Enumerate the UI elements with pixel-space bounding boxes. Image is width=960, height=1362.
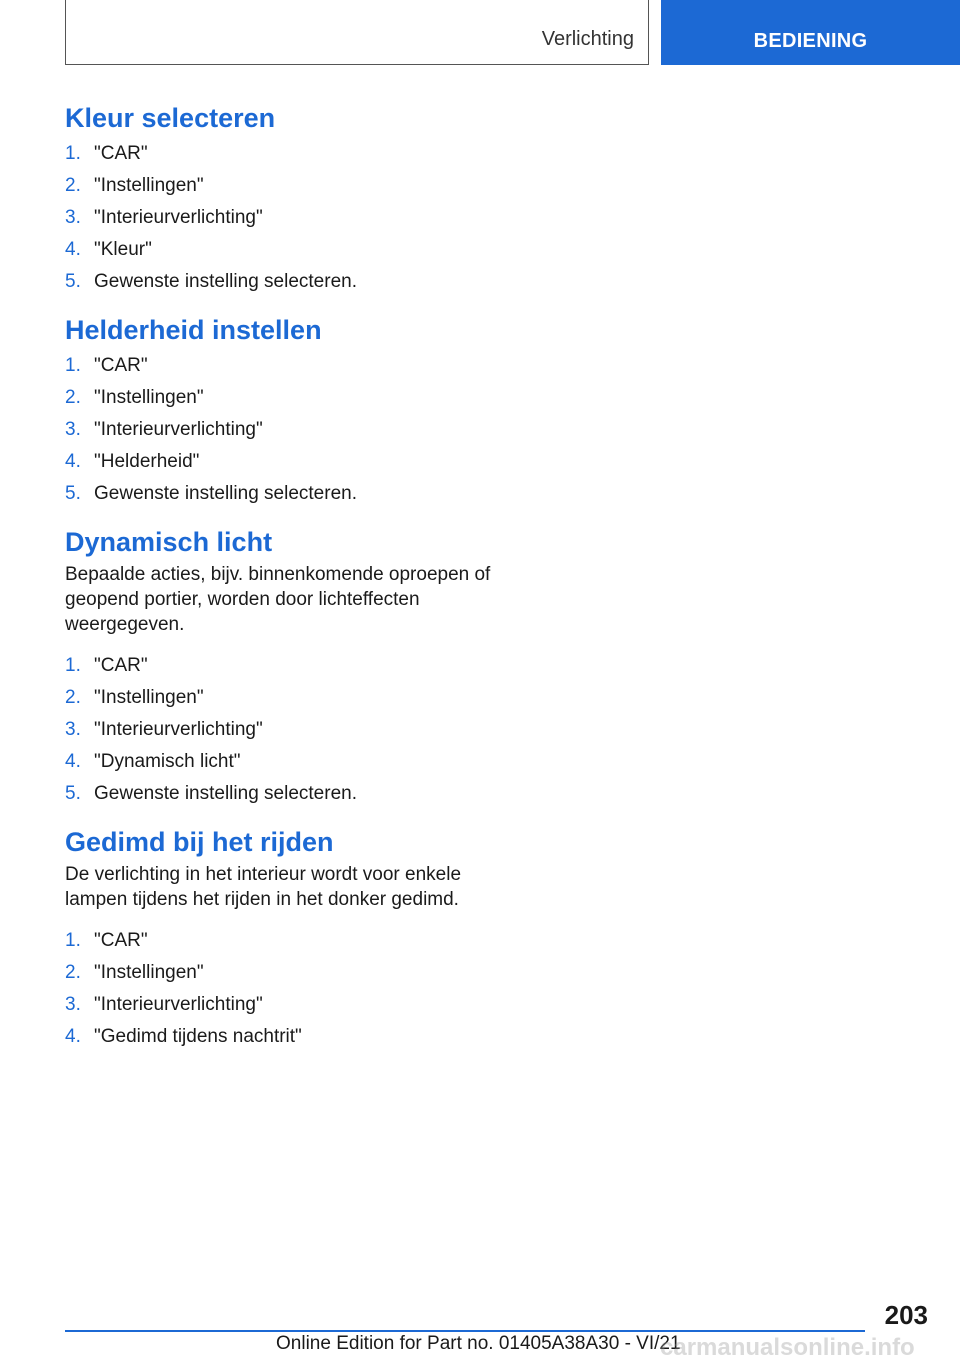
step-text: "Instellingen" (94, 387, 204, 408)
step-list (65, 925, 495, 1053)
step-item (65, 202, 495, 234)
step-item (65, 957, 495, 989)
footer-edition-text: Online Edition for Part no. 01405A38A30 - VI/21 (276, 1333, 681, 1354)
step-number: 5. (65, 271, 81, 292)
step-number: 3. (65, 207, 81, 228)
step-item (65, 266, 495, 298)
section-kleur-selecteren (65, 98, 495, 298)
step-text: "Instellingen" (94, 962, 204, 983)
section-heading: Kleur selecteren (65, 103, 276, 133)
step-text: "Helderheid" (94, 451, 200, 472)
step-text: "Instellingen" (94, 687, 204, 708)
section-description: De verlichting in het interieur wordt voor enkele lampen tijdens het rijden in het donker gedimd. (65, 864, 462, 910)
step-item (65, 350, 495, 382)
section-heading: Helderheid instellen (65, 315, 322, 345)
watermark: carmanualsonline.info (660, 1334, 915, 1361)
step-item (65, 138, 495, 170)
section-heading: Gedimd bij het rijden (65, 827, 334, 857)
step-number: 2. (65, 962, 81, 983)
step-number: 4. (65, 451, 81, 472)
step-number: 4. (65, 239, 81, 260)
step-text: Gewenste instelling selecteren. (94, 483, 357, 504)
step-text: "Instellingen" (94, 175, 204, 196)
step-item (65, 1021, 495, 1053)
chapter-tab-label: BEDIENING (753, 30, 868, 52)
step-item (65, 746, 495, 778)
header-section-box (65, 0, 649, 65)
step-text: "CAR" (94, 355, 148, 376)
footer-divider (65, 1330, 865, 1332)
main-content (65, 98, 495, 1065)
step-number: 1. (65, 655, 81, 676)
step-text: "Interieurverlichting" (94, 419, 263, 440)
step-text: "CAR" (94, 930, 148, 951)
step-text: "Interieurverlichting" (94, 719, 263, 740)
step-item (65, 234, 495, 266)
step-text: "Dynamisch licht" (94, 751, 241, 772)
step-number: 1. (65, 355, 81, 376)
step-text: "Kleur" (94, 239, 152, 260)
header-section-title: Verlichting (541, 28, 634, 50)
section-helderheid-instellen (65, 310, 495, 510)
step-item (65, 478, 495, 510)
step-text: "CAR" (94, 143, 148, 164)
step-text: "Interieurverlichting" (94, 207, 263, 228)
step-number: 4. (65, 751, 81, 772)
step-text: Gewenste instelling selecteren. (94, 783, 357, 804)
section-heading: Dynamisch licht (65, 527, 273, 557)
chapter-tab (661, 0, 960, 65)
step-number: 5. (65, 783, 81, 804)
page-number: 203 (884, 1300, 928, 1330)
section-dynamisch-licht (65, 522, 495, 810)
step-list (65, 138, 495, 298)
step-number: 3. (65, 719, 81, 740)
step-text: "Gedimd tijdens nachtrit" (94, 1026, 302, 1047)
step-item (65, 382, 495, 414)
step-number: 3. (65, 994, 81, 1015)
step-item (65, 925, 495, 957)
step-item (65, 714, 495, 746)
step-text: Gewenste instelling selecteren. (94, 271, 357, 292)
step-text: "Interieurverlichting" (94, 994, 263, 1015)
step-number: 2. (65, 387, 81, 408)
step-number: 3. (65, 419, 81, 440)
step-item (65, 414, 495, 446)
step-number: 1. (65, 143, 81, 164)
step-number: 2. (65, 175, 81, 196)
step-item (65, 650, 495, 682)
step-item (65, 170, 495, 202)
step-number: 2. (65, 687, 81, 708)
step-number: 4. (65, 1026, 81, 1047)
step-item (65, 989, 495, 1021)
section-description: Bepaalde acties, bijv. binnenkomende oproepen of geopend portier, worden door lichteffecten weergegeven. (65, 564, 491, 635)
step-item (65, 682, 495, 714)
step-list (65, 350, 495, 510)
step-number: 5. (65, 483, 81, 504)
step-item (65, 446, 495, 478)
step-item (65, 778, 495, 810)
section-gedimd-bij-het-rijden (65, 822, 495, 1053)
step-list (65, 650, 495, 810)
step-number: 1. (65, 930, 81, 951)
step-text: "CAR" (94, 655, 148, 676)
